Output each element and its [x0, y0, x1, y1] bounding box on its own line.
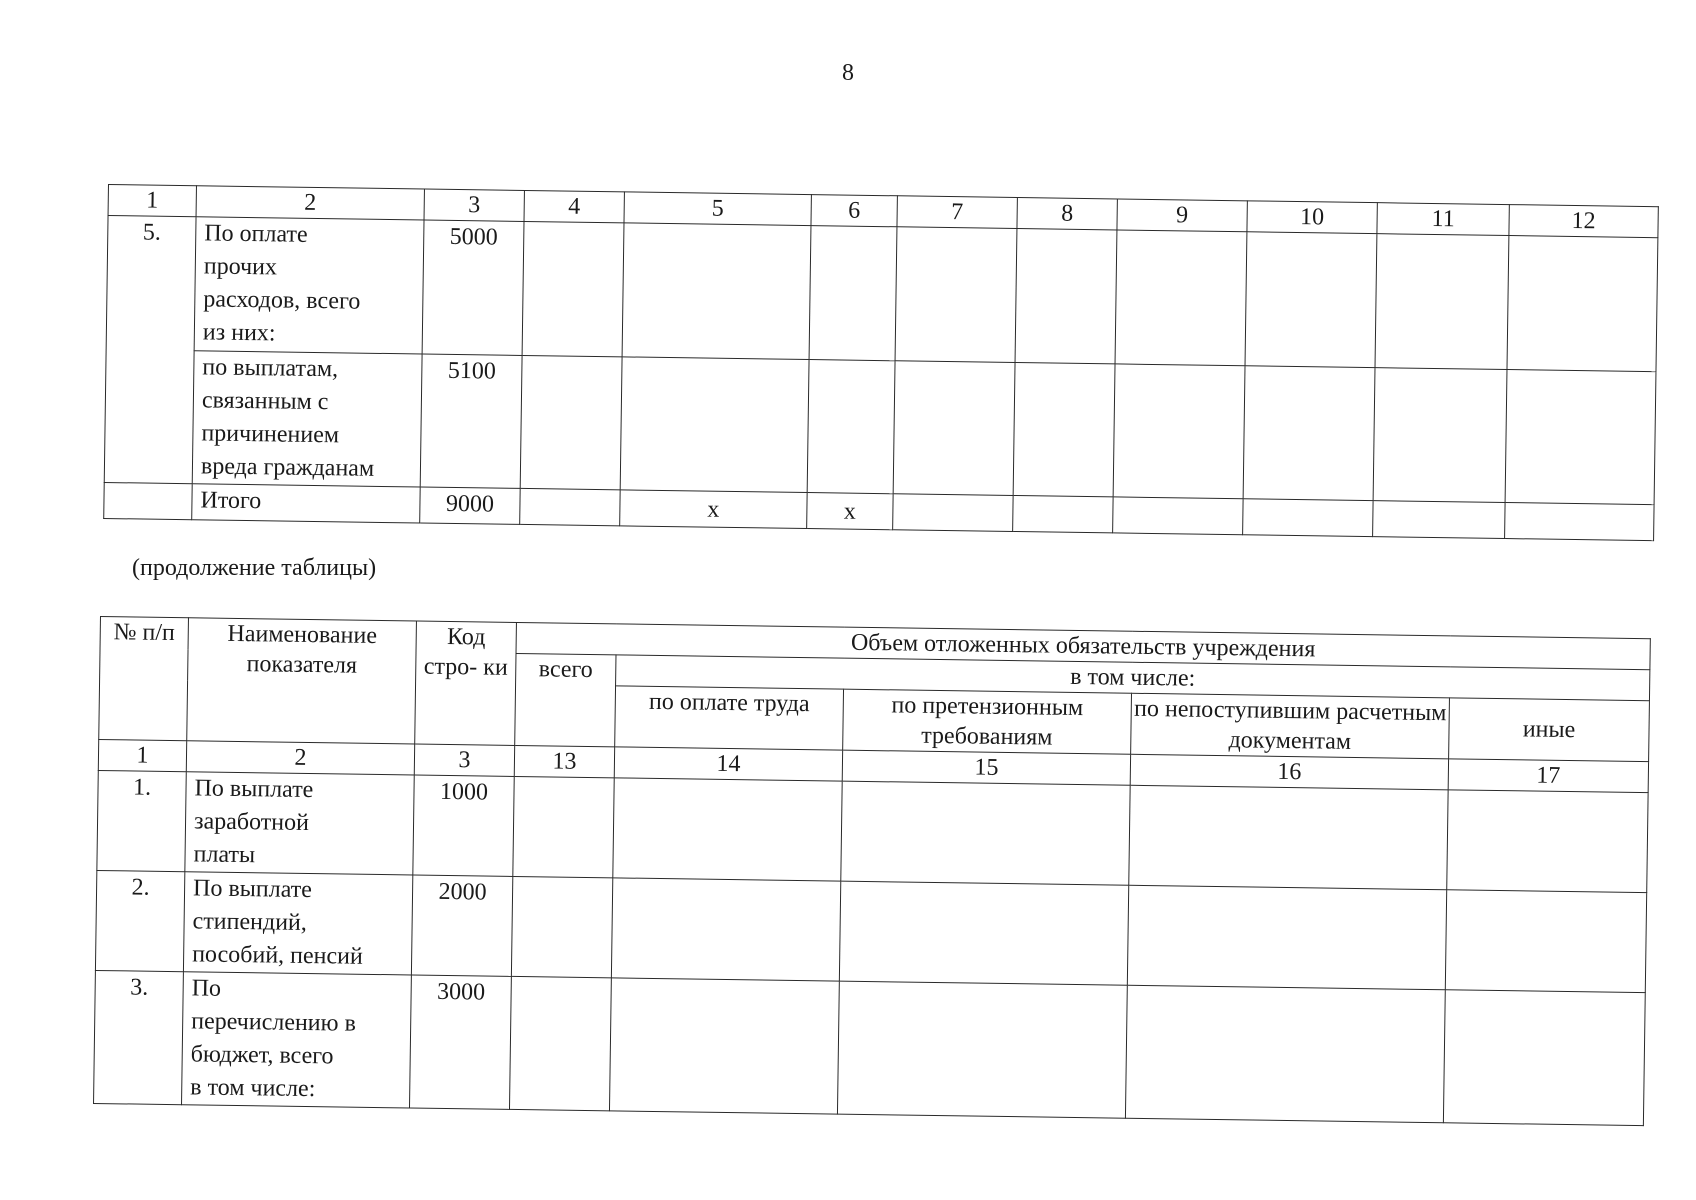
row-name-line: прочих	[203, 253, 278, 281]
value-cell	[620, 357, 809, 493]
column-number: 9	[1117, 199, 1247, 232]
table-row	[104, 349, 1656, 504]
table-top	[103, 184, 1659, 541]
row-code: 2000	[411, 875, 512, 976]
row-name-line: причинением	[201, 420, 340, 449]
value-cell	[1115, 230, 1247, 366]
value-cell	[1373, 368, 1507, 503]
value-cell	[895, 227, 1017, 363]
header-code: Код стро- ки	[415, 621, 517, 745]
header-num: № п/п	[99, 617, 189, 741]
column-number: 6	[811, 195, 897, 227]
column-number: 1	[108, 185, 196, 217]
column-number: 14	[614, 747, 842, 781]
row-code: 5100	[420, 354, 522, 488]
value-cell	[520, 488, 621, 525]
value-cell	[513, 776, 614, 877]
row-name	[192, 484, 420, 523]
value-cell	[613, 778, 842, 881]
value-cell	[1507, 236, 1658, 372]
value-cell	[1373, 501, 1506, 539]
row-name-line: По выплате	[192, 875, 313, 904]
value-cell	[1445, 890, 1646, 993]
value-cell	[609, 978, 839, 1114]
row-name	[182, 972, 412, 1108]
column-number: 3	[424, 189, 524, 221]
value-cell	[839, 881, 1128, 985]
row-name-line: в том числе:	[190, 1074, 316, 1103]
value-cell	[511, 876, 612, 977]
row-name-line: Итого	[200, 487, 262, 515]
value-cell	[1113, 497, 1244, 535]
value-cell-x: х	[807, 493, 894, 530]
value-cell	[1447, 790, 1648, 893]
value-cell	[1013, 362, 1115, 496]
value-cell	[1125, 985, 1445, 1123]
column-number: 1	[98, 739, 186, 771]
value-cell	[837, 981, 1127, 1118]
header-sub-claims: по претензионным требованиям	[843, 689, 1132, 754]
header-group-title: Объем отложенных обязательств учреждения	[516, 622, 1650, 669]
header-name: Наименование показателя	[187, 618, 417, 744]
page-number: 8	[842, 60, 854, 86]
row-name-line: связанным с	[201, 387, 329, 416]
value-cell	[1127, 885, 1446, 990]
row-name	[192, 351, 422, 487]
header-sub-labor: по оплате труда	[615, 686, 844, 750]
row-name-line: стипендий,	[192, 908, 308, 936]
value-cell	[522, 221, 624, 356]
column-number: 12	[1509, 205, 1658, 238]
value-cell	[520, 355, 622, 489]
row-name-line: пособий, пенсий	[191, 941, 364, 970]
header-sub-documents: по непоступившим расчетным документам	[1131, 693, 1450, 759]
row-name	[194, 217, 424, 354]
column-number: 17	[1448, 759, 1648, 793]
header-total: всего	[515, 653, 616, 746]
row-number: 5.	[104, 216, 196, 484]
column-number: 13	[514, 745, 614, 777]
column-number: 2	[186, 741, 414, 775]
value-cell	[893, 361, 1015, 496]
header-sub-other: иные	[1449, 698, 1650, 762]
row-name-line: По оплате	[204, 220, 308, 248]
row-code: 5000	[422, 220, 524, 355]
column-number: 15	[842, 750, 1130, 785]
value-cell	[509, 976, 611, 1110]
value-cell	[1245, 232, 1377, 368]
row-code: 1000	[413, 775, 514, 876]
value-cell	[622, 223, 811, 360]
value-cell	[1113, 364, 1245, 499]
row-number: 3.	[94, 970, 184, 1104]
column-number: 10	[1247, 201, 1377, 234]
value-cell	[1375, 234, 1509, 370]
column-number: 7	[897, 196, 1017, 229]
column-number: 2	[196, 186, 424, 220]
row-code: 3000	[409, 975, 511, 1109]
row-name	[185, 772, 414, 875]
value-cell	[893, 494, 1014, 532]
row-name-line: платы	[193, 841, 256, 869]
value-cell	[1243, 499, 1374, 537]
row-name-line: по выплатам,	[202, 354, 339, 383]
value-cell	[1505, 370, 1656, 505]
value-cell	[809, 226, 897, 361]
value-cell	[1243, 366, 1375, 501]
row-name-line: из них:	[202, 319, 276, 347]
value-cell	[1015, 229, 1117, 364]
value-cell-x: х	[620, 490, 807, 529]
column-number: 11	[1377, 203, 1509, 236]
row-code: 9000	[420, 487, 521, 524]
row-number: 2.	[95, 870, 184, 971]
value-cell	[807, 360, 895, 494]
row-number	[104, 482, 193, 519]
row-name-line: вреда гражданам	[200, 453, 375, 482]
table-row	[106, 216, 1658, 372]
row-name-line: бюджет, всего	[190, 1041, 334, 1070]
row-name-line: По выплате	[194, 775, 314, 804]
value-cell	[1129, 785, 1448, 890]
column-number: 5	[624, 192, 811, 226]
column-number: 8	[1017, 198, 1117, 230]
row-name-line: расходов, всего	[203, 286, 361, 315]
row-number: 1.	[97, 770, 186, 871]
value-cell	[1443, 990, 1645, 1126]
value-cell	[1505, 503, 1655, 541]
table-bottom	[93, 616, 1651, 1126]
row-name-line: заработной	[193, 808, 310, 837]
row-name	[183, 872, 412, 975]
value-cell	[611, 878, 840, 981]
continuation-label: (продолжение таблицы)	[132, 555, 377, 581]
column-number: 3	[414, 744, 514, 776]
value-cell	[1013, 495, 1114, 532]
row-name-line: По	[191, 975, 222, 1002]
column-number: 4	[524, 190, 624, 222]
table-row	[94, 970, 1646, 1125]
header-including: в том числе:	[616, 655, 1650, 701]
value-cell	[841, 781, 1130, 885]
column-number: 16	[1130, 754, 1448, 790]
row-name-line: перечислению в	[191, 1008, 357, 1037]
